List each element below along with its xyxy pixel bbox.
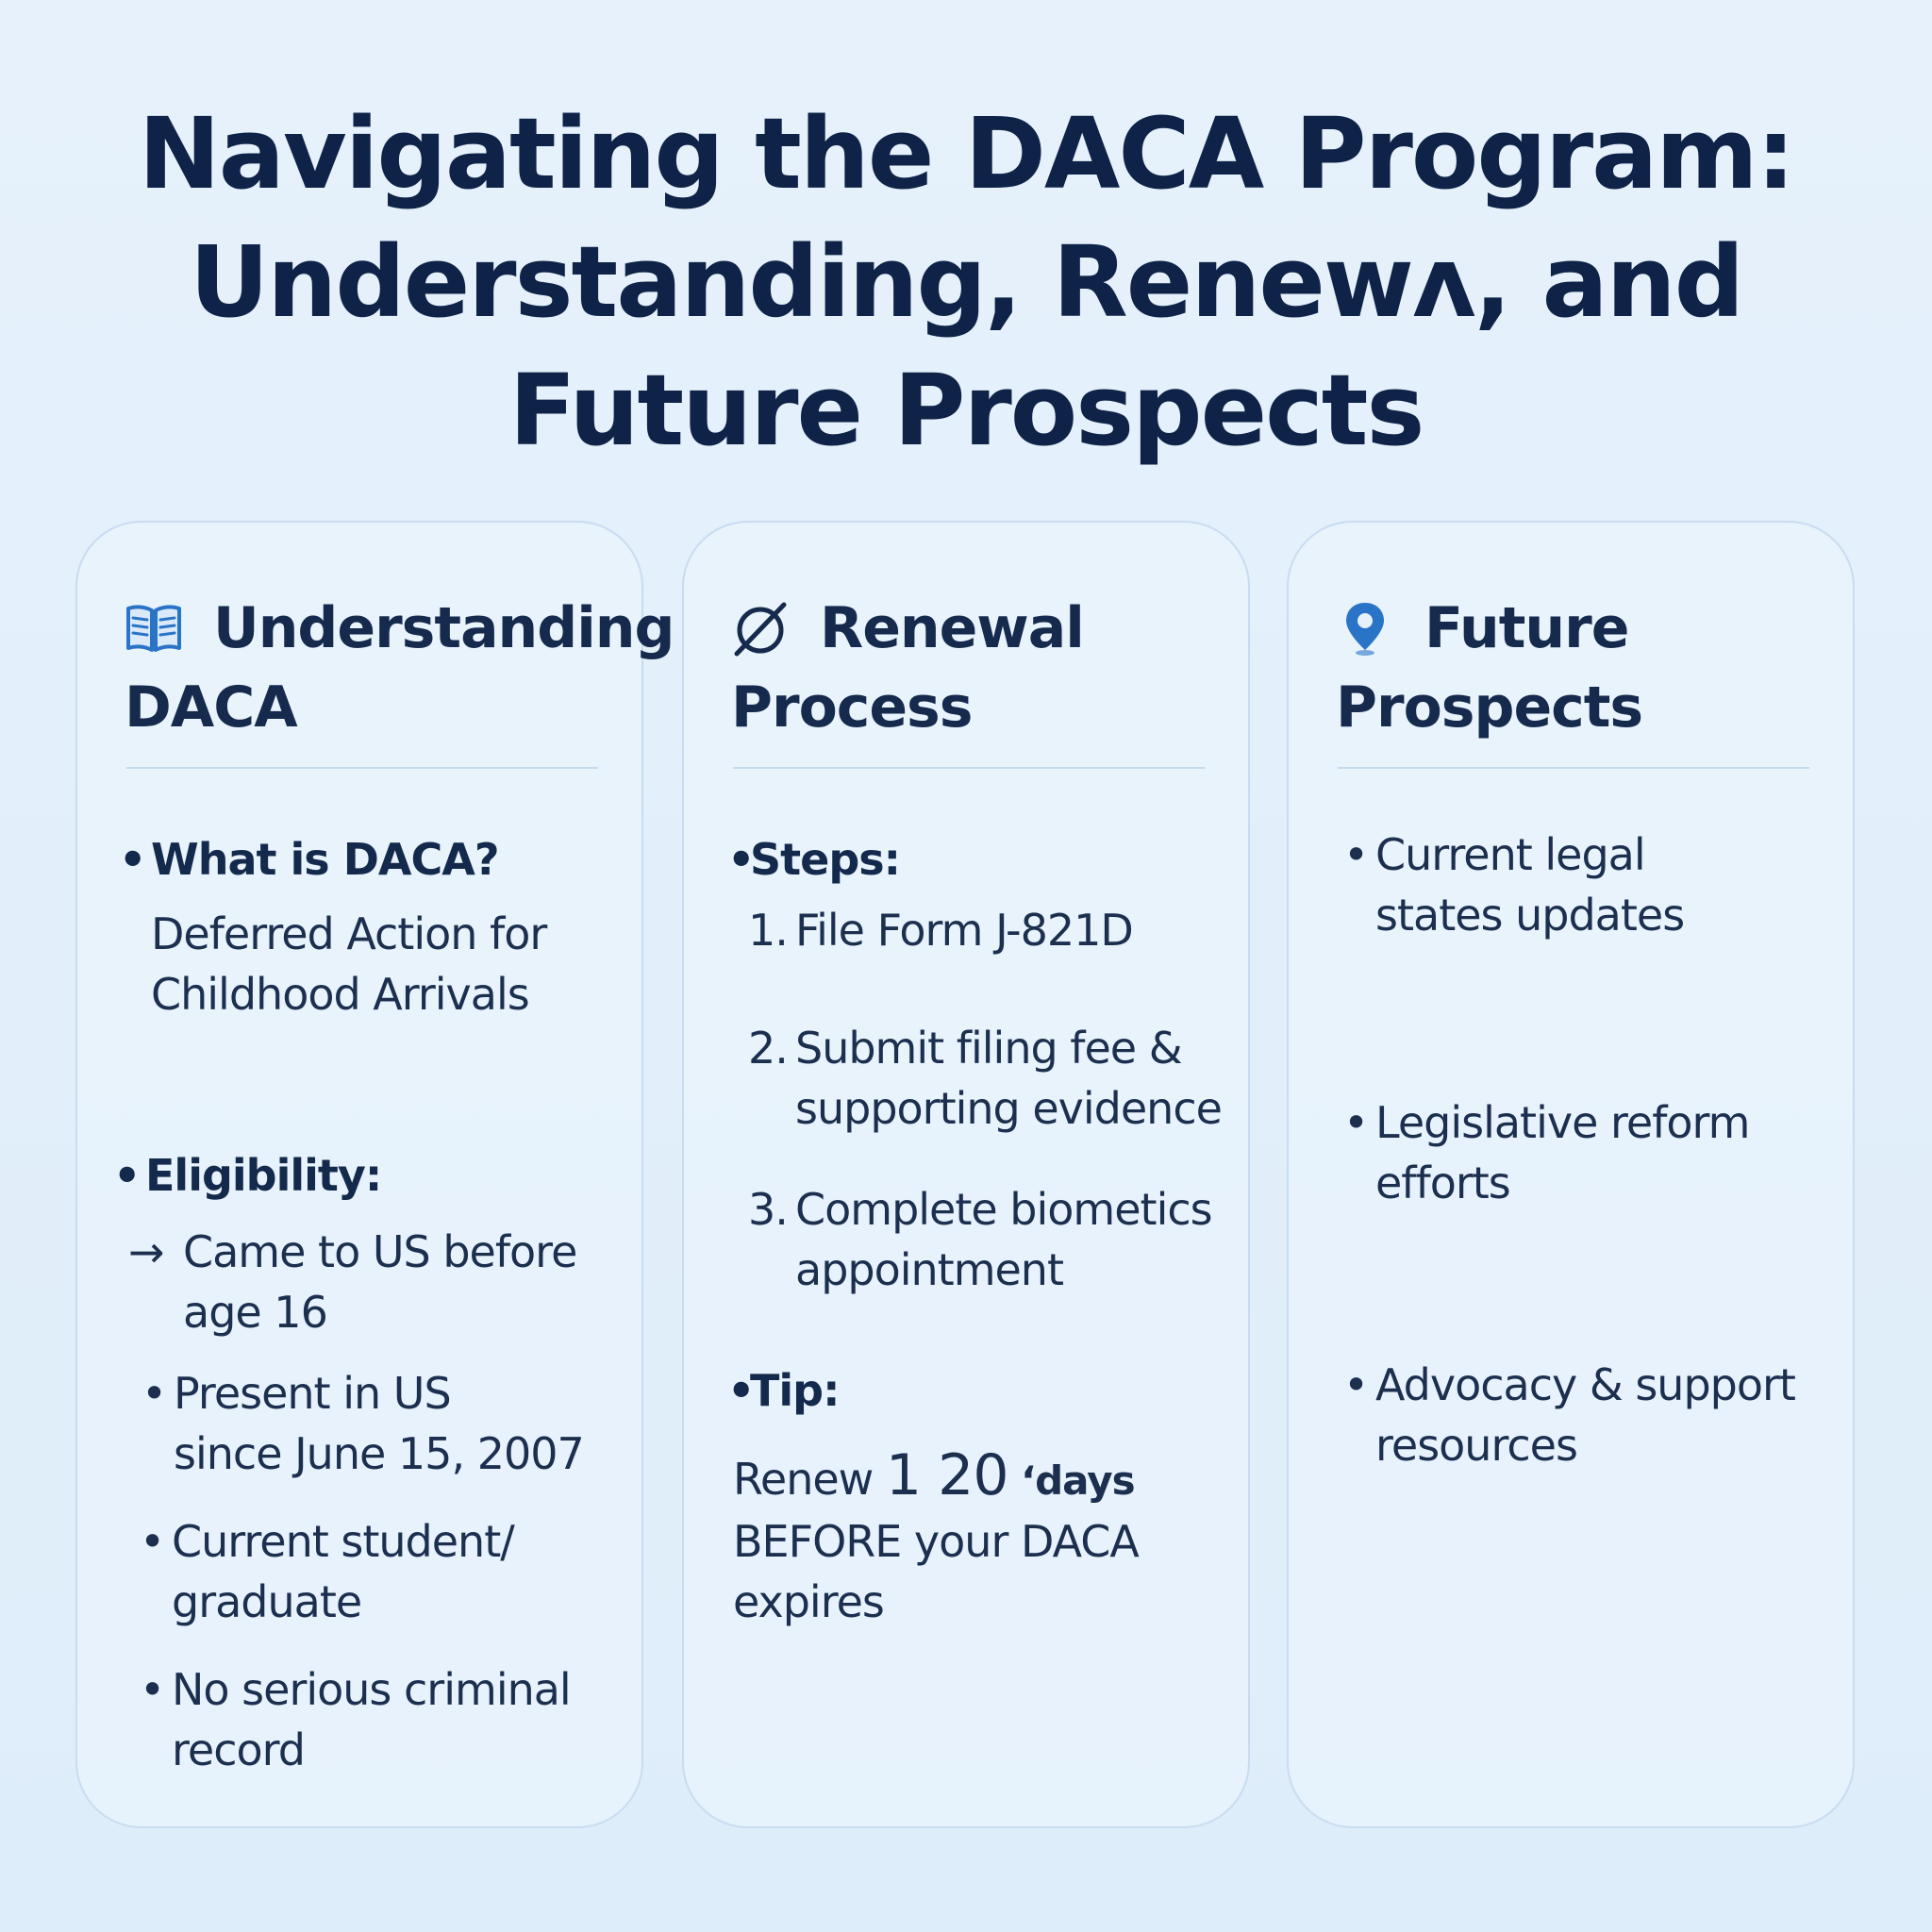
bullet-icon: •: [1343, 1097, 1369, 1148]
card-heading: [731, 589, 1222, 747]
prospect-line-2: efforts: [1375, 1158, 1510, 1208]
eligibility-item-line-2: graduate: [172, 1576, 362, 1627]
prospect-line-2: resources: [1375, 1420, 1577, 1471]
eligibility-item-line-2: record: [172, 1724, 305, 1775]
what-label-text: What is DACA?: [151, 834, 499, 885]
step-item: [748, 1018, 1222, 1139]
bullet-icon: •: [140, 1664, 165, 1715]
bullet-icon: •: [1343, 1359, 1369, 1410]
step-number: 1.: [748, 905, 788, 956]
card-heading: [125, 589, 675, 747]
step-line-1: File Form J-821D: [795, 905, 1133, 956]
what-is-daca-label: [119, 829, 499, 890]
eligibility-item: [128, 1222, 577, 1342]
card-understanding-daca: [75, 521, 675, 1828]
bullet-icon: •: [140, 1516, 165, 1567]
empty-set-icon: [731, 599, 790, 658]
tip-label: [727, 1360, 840, 1421]
eligibility-label-text: Eligibility:: [145, 1150, 382, 1201]
arrow-right-icon: →: [128, 1226, 164, 1277]
tip-days-word: ʻdays: [1008, 1457, 1135, 1504]
step-line-1: Submit filing fee &: [795, 1023, 1182, 1074]
definition-line-1: Deferred Action for: [151, 908, 547, 959]
prospect-item: [1343, 1355, 1795, 1475]
card-renewal-process: [682, 521, 1250, 1828]
card-divider: [733, 767, 1205, 769]
card-divider: [126, 767, 598, 769]
card-heading-line-2: DACA: [125, 675, 297, 741]
bullet-icon: •: [727, 834, 755, 885]
card-heading-line-1: Renewal: [820, 595, 1084, 661]
bullet-icon: •: [113, 1150, 141, 1201]
tip-line-1: [733, 1442, 1139, 1511]
eligibility-item-line-1: Present in US: [174, 1368, 451, 1419]
step-line-1: Complete biometics: [795, 1184, 1212, 1235]
prospect-item: [1343, 1092, 1750, 1213]
prospect-line-1: Legislative reform: [1375, 1097, 1750, 1148]
eligibility-item-line-1: No serious criminal: [172, 1664, 571, 1715]
step-line-2: appointment: [795, 1244, 1064, 1295]
prospect-line-1: Advocacy & support: [1375, 1359, 1795, 1410]
bullet-icon: •: [142, 1368, 167, 1419]
prospect-line-1: Current legal: [1375, 829, 1645, 880]
eligibility-item-line-1: Current student/: [172, 1516, 514, 1567]
eligibility-label: [113, 1145, 382, 1206]
steps-label: [727, 829, 901, 890]
card-future-prospects: [1287, 521, 1855, 1828]
eligibility-item: [140, 1659, 571, 1780]
definition-line-2: Childhood Arrivals: [151, 969, 529, 1020]
eligibility-item: [142, 1363, 584, 1484]
bullet-icon: •: [119, 834, 146, 885]
eligibility-item-line-2: since June 15, 2007: [174, 1428, 584, 1479]
bullet-icon: •: [727, 1365, 755, 1416]
tip-text: [733, 1442, 1139, 1632]
tip-line-2: BEFORE your DACA: [733, 1516, 1139, 1567]
eligibility-item-line-1: Came to US before: [183, 1226, 577, 1277]
location-pin-icon: [1336, 599, 1394, 658]
tip-days-number: 1 20: [885, 1442, 1008, 1508]
prospect-item: [1343, 824, 1685, 945]
book-icon: [125, 599, 183, 658]
step-item: [748, 1179, 1212, 1300]
page-title: [0, 90, 1932, 475]
step-number: 2.: [748, 1023, 788, 1074]
steps-label-text: Steps:: [750, 834, 901, 885]
step-item: [748, 900, 1133, 960]
step-line-2: supporting evidence: [795, 1083, 1222, 1134]
card-heading-line-2: Process: [731, 675, 973, 741]
tip-part-1: Renew: [733, 1454, 886, 1505]
prospect-line-2: states updates: [1375, 890, 1685, 941]
tip-line-3: expires: [733, 1576, 884, 1627]
eligibility-item-line-2: age 16: [183, 1287, 327, 1338]
eligibility-item: [140, 1511, 514, 1632]
what-is-daca-definition: [151, 904, 546, 1024]
bullet-icon: •: [1343, 829, 1369, 880]
card-heading-line-1: Future: [1424, 595, 1629, 661]
card-heading: [1336, 589, 1826, 747]
card-heading-line-1: Understanding: [213, 595, 675, 661]
card-heading-line-2: Prospects: [1336, 675, 1643, 741]
title-line-2: Understanding, Renewʌ, and: [189, 225, 1743, 340]
tip-label-text: Tip:: [750, 1365, 840, 1416]
title-line-1: Navigating the DACA Program:: [138, 96, 1794, 211]
title-line-3: Future Prospects: [508, 353, 1424, 468]
card-divider: [1338, 767, 1809, 769]
step-number: 3.: [748, 1184, 788, 1235]
